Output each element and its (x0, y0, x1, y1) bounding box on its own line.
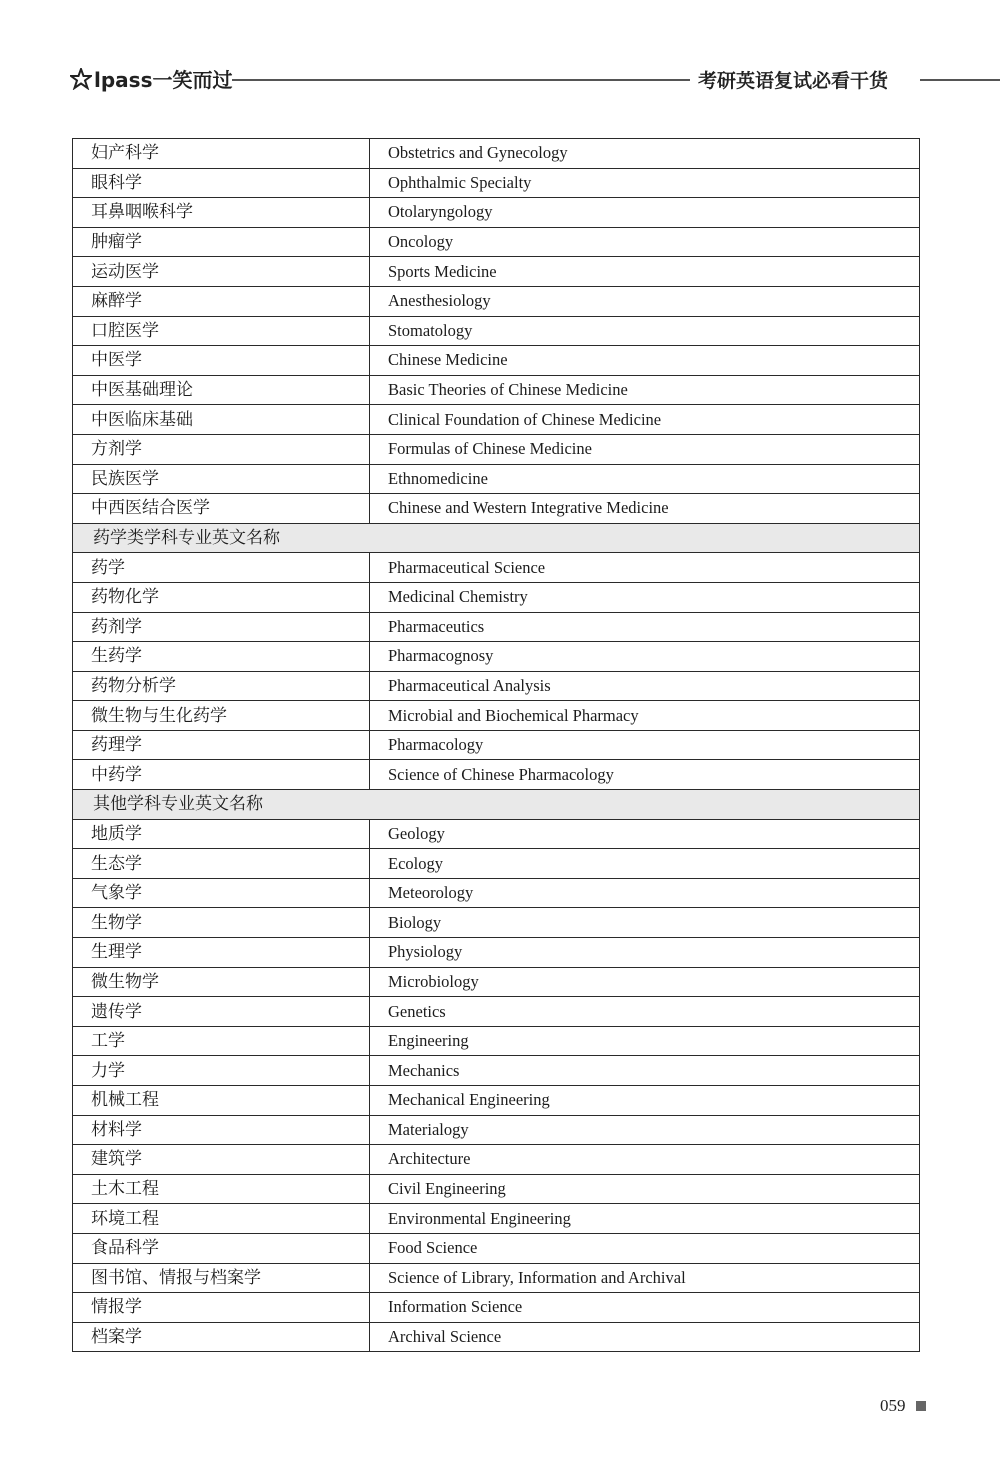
table-row (73, 967, 920, 997)
chinese-term: 材料学 (73, 1115, 370, 1145)
english-term: Physiology (370, 938, 920, 968)
table-row (73, 1056, 920, 1086)
english-term: Pharmaceutical Science (370, 553, 920, 583)
english-term: Stomatology (370, 316, 920, 346)
table-row (73, 286, 920, 316)
english-term: Genetics (370, 997, 920, 1027)
chinese-term: 药物化学 (73, 582, 370, 612)
english-term: Microbiology (370, 967, 920, 997)
chinese-term: 药物分析学 (73, 671, 370, 701)
english-term: Oncology (370, 227, 920, 257)
table-row (73, 257, 920, 287)
chinese-term: 工学 (73, 1026, 370, 1056)
chinese-term: 地质学 (73, 819, 370, 849)
table-row (73, 582, 920, 612)
table-row (73, 494, 920, 524)
english-term: Meteorology (370, 878, 920, 908)
brand-logo-icon (70, 68, 92, 90)
english-term: Mechanical Engineering (370, 1086, 920, 1116)
table-row (73, 701, 920, 731)
section-title: 其他学科专业英文名称 (73, 790, 920, 820)
chinese-term: 中医基础理论 (73, 375, 370, 405)
chinese-term: 气象学 (73, 878, 370, 908)
vocabulary-table (72, 138, 920, 1352)
chinese-term: 档案学 (73, 1322, 370, 1352)
english-term: Ecology (370, 849, 920, 879)
english-term: Microbial and Biochemical Pharmacy (370, 701, 920, 731)
chinese-term: 环境工程 (73, 1204, 370, 1234)
english-term: Otolaryngology (370, 198, 920, 228)
table-row (73, 405, 920, 435)
chinese-term: 药学 (73, 553, 370, 583)
english-term: Architecture (370, 1145, 920, 1175)
chinese-term: 民族医学 (73, 464, 370, 494)
table-row (73, 878, 920, 908)
table-row (73, 730, 920, 760)
table-row (73, 139, 920, 169)
english-term: Ophthalmic Specialty (370, 168, 920, 198)
table-row (73, 849, 920, 879)
table-row (73, 168, 920, 198)
english-term: Archival Science (370, 1322, 920, 1352)
english-term: Basic Theories of Chinese Medicine (370, 375, 920, 405)
english-term: Civil Engineering (370, 1174, 920, 1204)
english-term: Anesthesiology (370, 286, 920, 316)
chinese-term: 中医学 (73, 346, 370, 376)
table-row (73, 997, 920, 1027)
header-title: 考研英语复试必看干货 (698, 70, 889, 92)
english-term: Pharmaceutical Analysis (370, 671, 920, 701)
english-term: Medicinal Chemistry (370, 582, 920, 612)
chinese-term: 药理学 (73, 730, 370, 760)
section-header-row (73, 790, 920, 820)
chinese-term: 口腔医学 (73, 316, 370, 346)
english-term: Environmental Engineering (370, 1204, 920, 1234)
english-term: Obstetrics and Gynecology (370, 139, 920, 169)
english-term: Science of Library, Information and Archival (370, 1263, 920, 1293)
english-term: Information Science (370, 1293, 920, 1323)
table-row (73, 434, 920, 464)
brand-name: lpass一笑而过 (94, 68, 233, 92)
section-title: 药学类学科专业英文名称 (73, 523, 920, 553)
table-row (73, 819, 920, 849)
chinese-term: 生态学 (73, 849, 370, 879)
table-row (73, 1174, 920, 1204)
english-term: Biology (370, 908, 920, 938)
chinese-term: 肿瘤学 (73, 227, 370, 257)
table-row (73, 938, 920, 968)
english-term: Ethnomedicine (370, 464, 920, 494)
english-term: Pharmacology (370, 730, 920, 760)
table-row (73, 642, 920, 672)
header-divider (232, 79, 690, 81)
english-term: Food Science (370, 1233, 920, 1263)
english-term: Materialogy (370, 1115, 920, 1145)
chinese-term: 遗传学 (73, 997, 370, 1027)
table-row (73, 1086, 920, 1116)
table-row (73, 908, 920, 938)
chinese-term: 图书馆、情报与档案学 (73, 1263, 370, 1293)
table-row (73, 1145, 920, 1175)
chinese-term: 耳鼻咽喉科学 (73, 198, 370, 228)
chinese-term: 方剂学 (73, 434, 370, 464)
table-row (73, 1322, 920, 1352)
table-row (73, 1204, 920, 1234)
chinese-term: 眼科学 (73, 168, 370, 198)
chinese-term: 食品科学 (73, 1233, 370, 1263)
english-term: Pharmacognosy (370, 642, 920, 672)
chinese-term: 运动医学 (73, 257, 370, 287)
english-term: Clinical Foundation of Chinese Medicine (370, 405, 920, 435)
chinese-term: 力学 (73, 1056, 370, 1086)
english-term: Chinese and Western Integrative Medicine (370, 494, 920, 524)
table-row (73, 1115, 920, 1145)
table-row (73, 227, 920, 257)
chinese-term: 生理学 (73, 938, 370, 968)
chinese-term: 微生物与生化药学 (73, 701, 370, 731)
chinese-term: 生物学 (73, 908, 370, 938)
page-marker (916, 1401, 926, 1411)
section-header-row (73, 523, 920, 553)
chinese-term: 情报学 (73, 1293, 370, 1323)
chinese-term: 中西医结合医学 (73, 494, 370, 524)
english-term: Science of Chinese Pharmacology (370, 760, 920, 790)
english-term: Pharmaceutics (370, 612, 920, 642)
chinese-term: 微生物学 (73, 967, 370, 997)
table-row (73, 1026, 920, 1056)
table-row (73, 553, 920, 583)
header-divider-end (920, 79, 1000, 81)
english-term: Formulas of Chinese Medicine (370, 434, 920, 464)
english-term: Chinese Medicine (370, 346, 920, 376)
brand (70, 64, 232, 93)
page-header (0, 62, 1000, 94)
page-number: 059 (880, 1396, 906, 1415)
vocabulary-table-body (73, 139, 920, 1352)
english-term: Sports Medicine (370, 257, 920, 287)
table-row (73, 671, 920, 701)
table-row (73, 316, 920, 346)
table-row (73, 1263, 920, 1293)
chinese-term: 药剂学 (73, 612, 370, 642)
chinese-term: 土木工程 (73, 1174, 370, 1204)
chinese-term: 中药学 (73, 760, 370, 790)
english-term: Engineering (370, 1026, 920, 1056)
table-row (73, 1233, 920, 1263)
chinese-term: 机械工程 (73, 1086, 370, 1116)
table-row (73, 760, 920, 790)
table-row (73, 1293, 920, 1323)
table-row (73, 612, 920, 642)
english-term: Mechanics (370, 1056, 920, 1086)
table-row (73, 346, 920, 376)
chinese-term: 生药学 (73, 642, 370, 672)
chinese-term: 建筑学 (73, 1145, 370, 1175)
chinese-term: 中医临床基础 (73, 405, 370, 435)
table-row (73, 198, 920, 228)
table-row (73, 375, 920, 405)
english-term: Geology (370, 819, 920, 849)
chinese-term: 麻醉学 (73, 286, 370, 316)
chinese-term: 妇产科学 (73, 139, 370, 169)
table-row (73, 464, 920, 494)
